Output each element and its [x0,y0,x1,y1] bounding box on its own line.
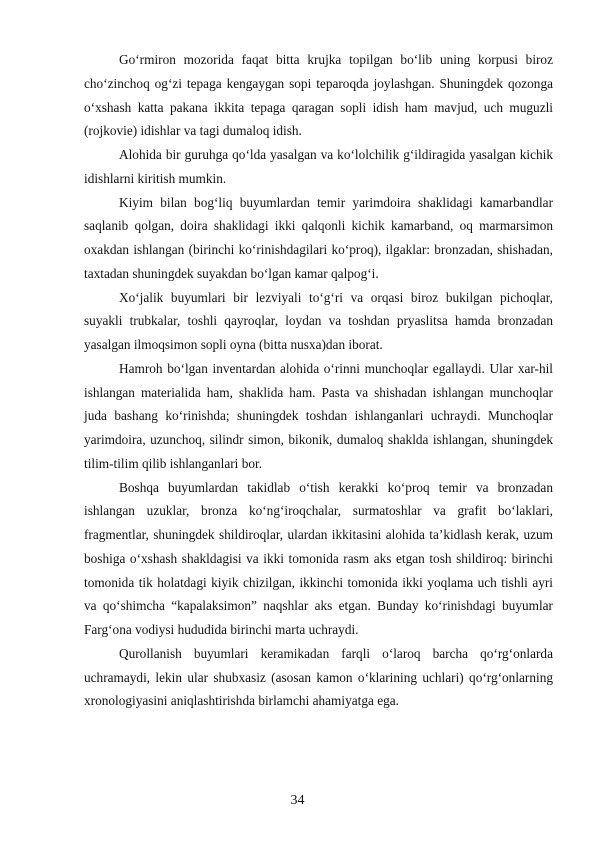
paragraph-6: Boshqa buyumlardan takidlab o‘tish kerakki ko‘proq temir va bronzadan ishlangan uzuklar, bronza ko‘ng‘iroqchalar, surmatoshlar va grafit bo‘laklari, fragmentlar, shuningdek shildiroqlar, ulardan ikkitasini alohida ta’kidlash kerak, uzum boshiga o‘xshash shakldagisi va ikki tomonida rasm aks etgan tosh shildiroq: birinchi tomonida tik holatdagi kiyik chizilgan, ikkinchi tomonida ikki yoqlama uch tishli ayri va qo‘shimcha “kapalaksimon” naqshlar aks etgan. Bunday ko‘rinishdagi buyumlar Farg‘ona vodiysi hududida birinchi marta uchraydi. [84,479,553,637]
paragraph-3: Kiyim bilan bog‘liq buyumlardan temir yarimdoira shaklidagi kamarbandlar saqlanib qolgan, doira shaklidagi ikki qalqonli kichik kamarband, oq marmarsimon oxakdan ishlangan (birinchi ko‘rinishdagilari ko‘proq), ilgaklar: bronzadan, shishadan, taxtadan shuningdek suyakdan bo‘lgan kamar qalpog‘i. [84,194,553,281]
document-body [84,48,553,713]
paragraph-5: Hamroh bo‘lgan inventardan alohida o‘rinni munchoqlar egallaydi. Ular xar-hil ishlangan materialida ham, shaklida ham. Pasta va shishadan ishlangan munchoqlar juda bashang ko‘rinishda; shuningdek toshdan ishlanganlari uchraydi. Munchoqlar yarimdoira, uzunchoq, silindr simon, bikonik, dumaloq shaklda ishlangan, shuningdek tilim-tilim qilib ishlanganlari bor. [84,360,553,471]
paragraph-1: Go‘rmiron mozorida faqat bitta krujka topilgan bo‘lib uning korpusi biroz cho‘zinchoq og‘zi tepaga kengaygan sopi teparoqda joylashgan. Shuningdek qozonga o‘xshash katta pakana ikkita tepaga qaragan sopli idish ham mavjud, uch muguzli (rojkovie) idishlar va tagi dumaloq idish. [84,52,553,139]
paragraph-2: Alohida bir guruhga qo‘lda yasalgan va ko‘lolchilik g‘ildiragida yasalgan kichik idishlarni kiritish mumkin. [84,147,553,186]
paragraph-4: Xo‘jalik buyumlari bir lezviyali to‘g‘ri va orqasi biroz bukilgan pichoqlar, suyakli trubkalar, toshli qayroqlar, loydan va toshdan pryaslitsa hamda bronzadan yasalgan ilmoqsimon sopli oyna (bitta nusxa)dan iborat. [84,289,553,352]
paragraph-7: Qurollanish buyumlari keramikadan farqli o‘laroq barcha qo‘rg‘onlarda uchramaydi, lekin ular shubxasiz (asosan kamon o‘klarining uchlari) qo‘rg‘onlarning xronologiyasini aniqlashtirishda birlamchi ahamiyatga ega. [84,645,553,709]
page-number: 34 [290,793,305,808]
